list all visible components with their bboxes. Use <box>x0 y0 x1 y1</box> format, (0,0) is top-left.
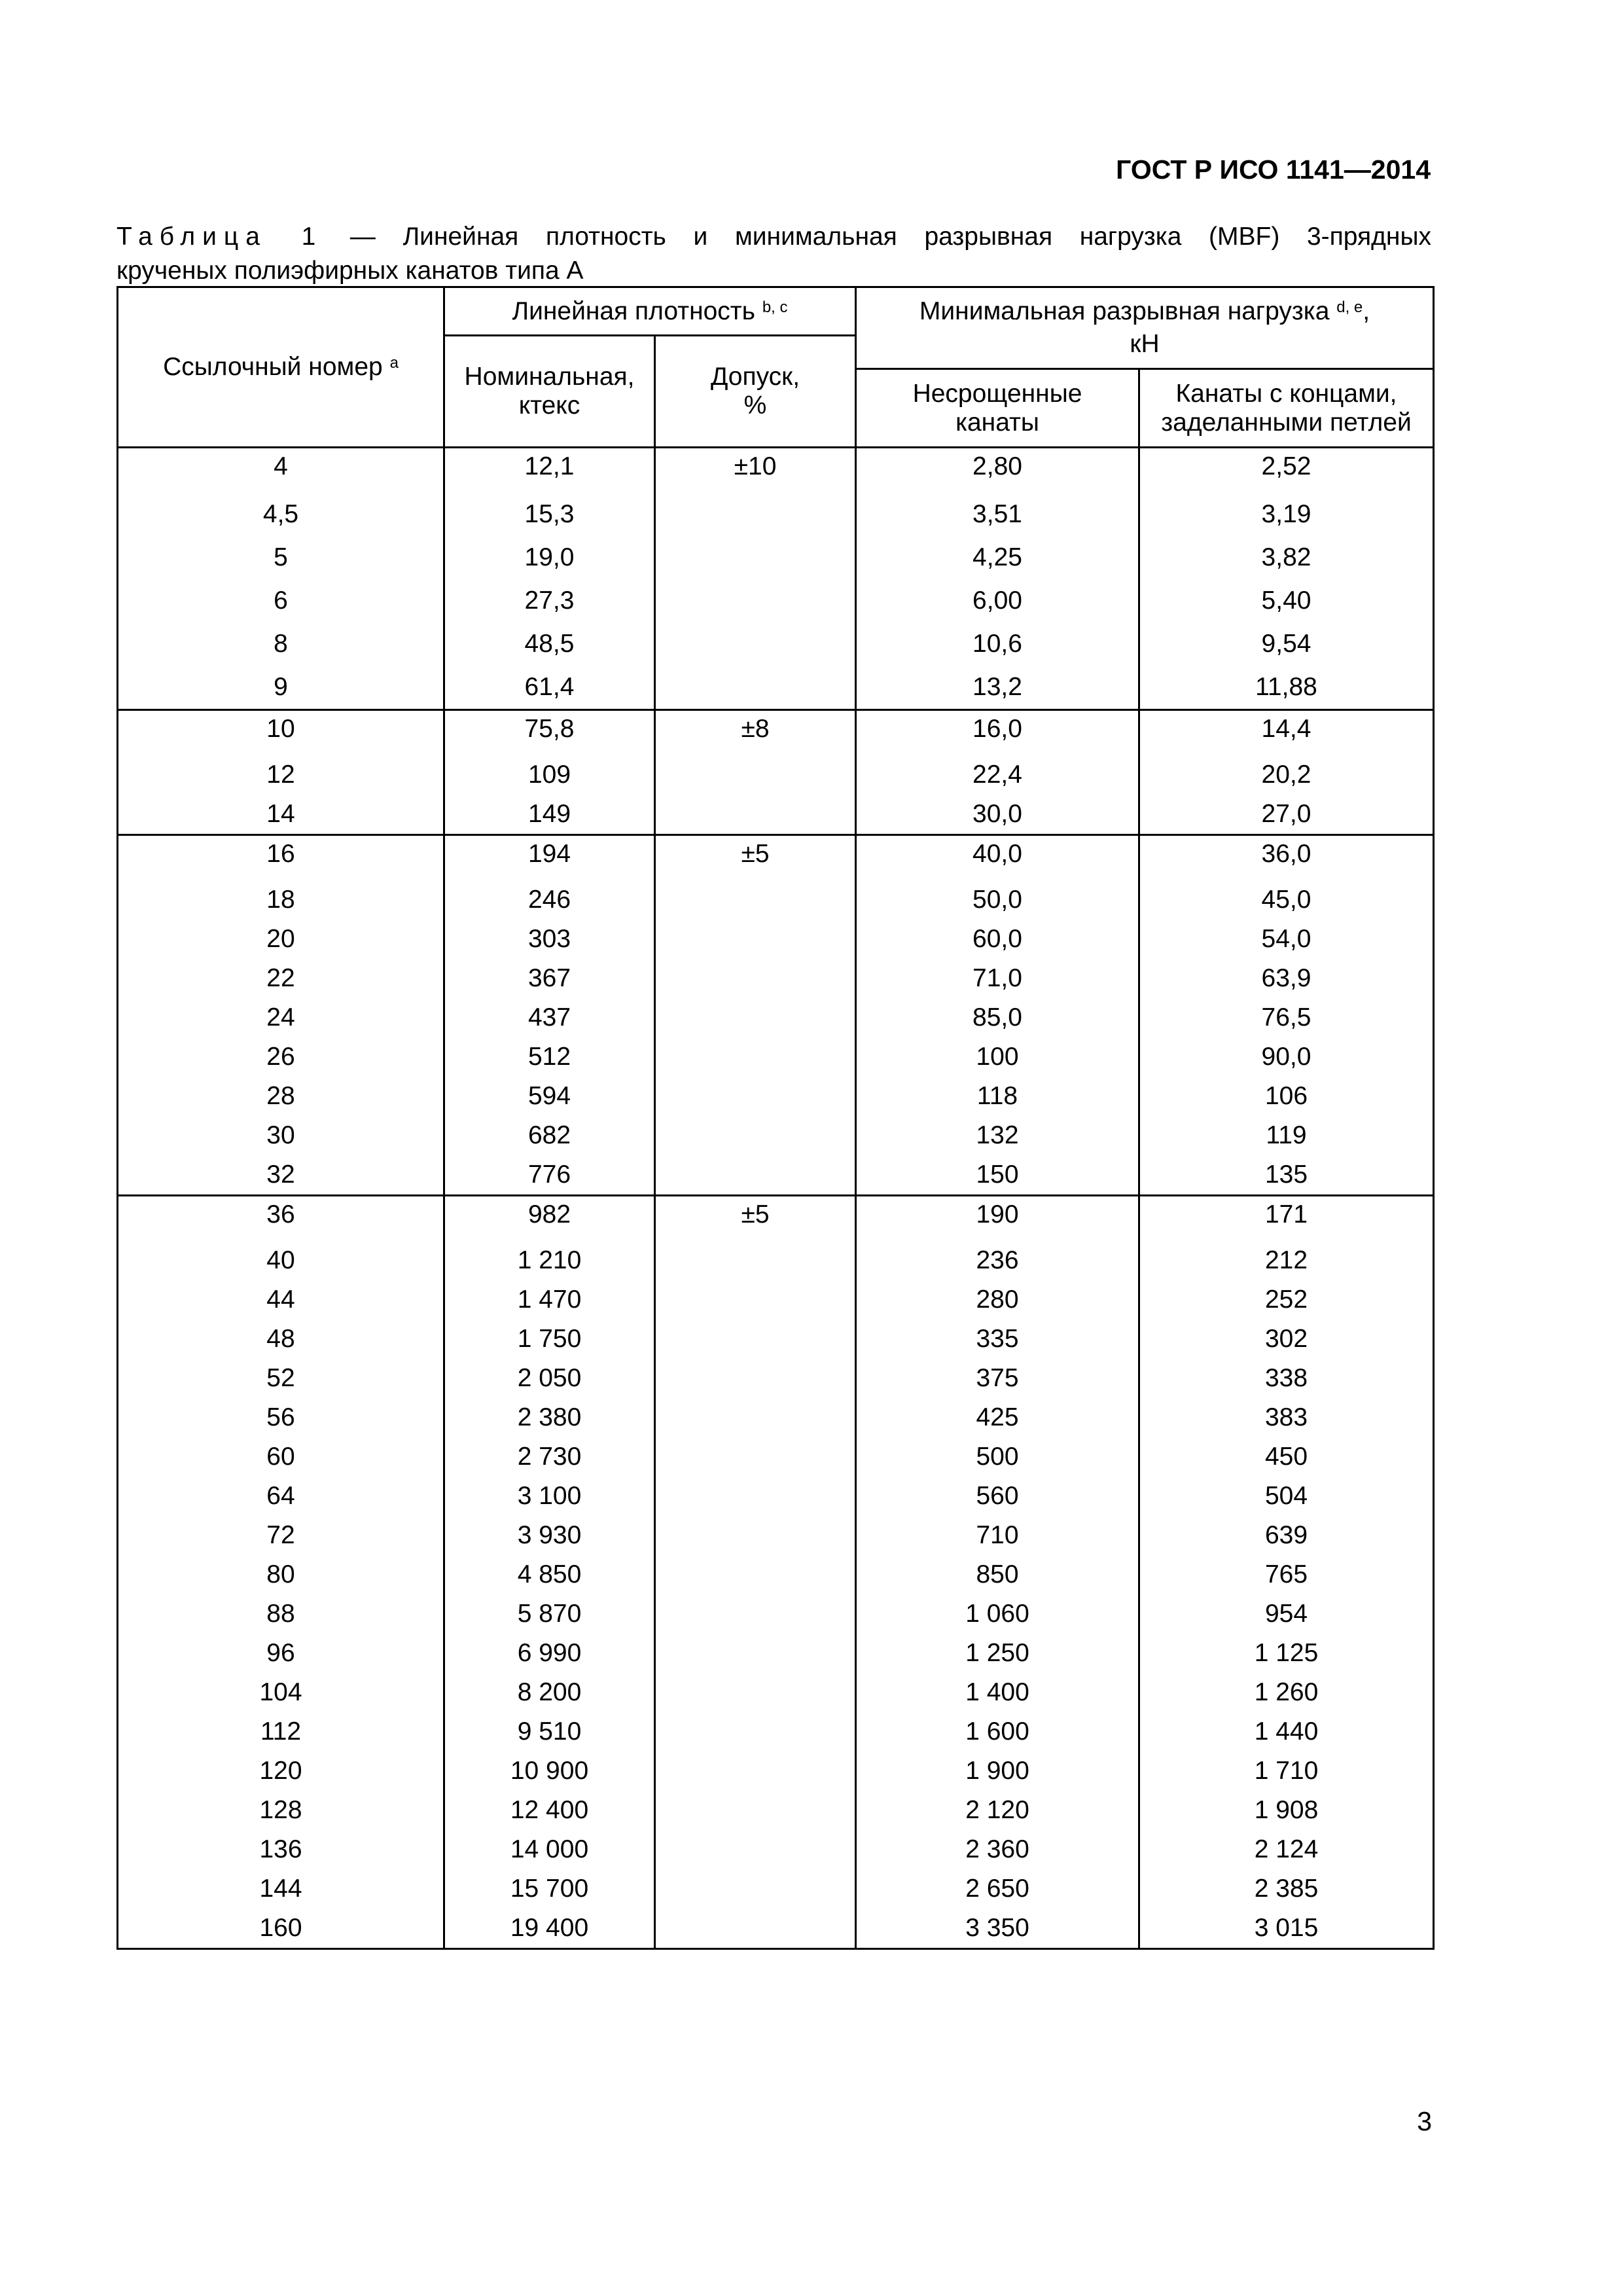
nominal-density-cell: 75,8 <box>444 710 655 756</box>
caption-text-line2: крученых полиэфирных канатов типа А <box>116 257 584 285</box>
header-linear-density: Линейная плотность $^{b, c}$ <box>444 287 856 336</box>
mbf-unspliced-cell: 1 600 <box>856 1712 1139 1751</box>
tolerance-cell: ±5 <box>655 835 856 1196</box>
nominal-density-cell: 246 <box>444 880 655 920</box>
ref-number-cell: 28 <box>118 1077 444 1116</box>
ref-number-cell: 22 <box>118 959 444 998</box>
mbf-looped-cell: 27,0 <box>1139 795 1434 835</box>
nominal-density-cell: 367 <box>444 959 655 998</box>
mbf-unspliced-cell: 2 360 <box>856 1830 1139 1869</box>
mbf-looped-cell: 954 <box>1139 1594 1434 1634</box>
ref-number-cell: 20 <box>118 920 444 959</box>
mbf-unspliced-cell: 6,00 <box>856 579 1139 622</box>
mbf-unspliced-cell: 1 250 <box>856 1634 1139 1673</box>
ref-number-cell: 60 <box>118 1437 444 1477</box>
mbf-looped-cell: 1 440 <box>1139 1712 1434 1751</box>
table-body <box>118 448 1434 1949</box>
mbf-looped-cell: 450 <box>1139 1437 1434 1477</box>
nominal-density-cell: 2 730 <box>444 1437 655 1477</box>
mbf-unspliced-cell: 30,0 <box>856 795 1139 835</box>
nominal-density-cell: 8 200 <box>444 1673 655 1712</box>
mbf-unspliced-cell: 190 <box>856 1196 1139 1242</box>
mbf-unspliced-cell: 132 <box>856 1116 1139 1155</box>
tolerance-cell: ±5 <box>655 1196 856 1949</box>
mbf-looped-cell: 9,54 <box>1139 622 1434 666</box>
ref-number-cell: 128 <box>118 1791 444 1830</box>
mbf-unspliced-cell: 150 <box>856 1155 1139 1196</box>
ref-number-cell: 56 <box>118 1398 444 1437</box>
mbf-looped-cell: 212 <box>1139 1241 1434 1280</box>
ref-number-cell: 88 <box>118 1594 444 1634</box>
mbf-unspliced-cell: 500 <box>856 1437 1139 1477</box>
mbf-unspliced-cell: 375 <box>856 1359 1139 1398</box>
ref-number-cell: 36 <box>118 1196 444 1242</box>
mbf-unspliced-cell: 236 <box>856 1241 1139 1280</box>
mbf-looped-cell: 1 125 <box>1139 1634 1434 1673</box>
ref-number-cell: 120 <box>118 1751 444 1791</box>
mbf-looped-cell: 3,82 <box>1139 536 1434 579</box>
ref-number-cell: 136 <box>118 1830 444 1869</box>
mbf-looped-cell: 252 <box>1139 1280 1434 1319</box>
ref-number-cell: 64 <box>118 1477 444 1516</box>
mbf-looped-cell: 2 385 <box>1139 1869 1434 1909</box>
table-row <box>118 448 1434 493</box>
mbf-unspliced-cell: 335 <box>856 1319 1139 1359</box>
nominal-density-cell: 27,3 <box>444 579 655 622</box>
tolerance-cell: ±8 <box>655 710 856 835</box>
nominal-density-cell: 9 510 <box>444 1712 655 1751</box>
ref-number-cell: 44 <box>118 1280 444 1319</box>
nominal-density-cell: 682 <box>444 1116 655 1155</box>
mbf-unspliced-cell: 85,0 <box>856 998 1139 1037</box>
mbf-unspliced-cell: 71,0 <box>856 959 1139 998</box>
table-row <box>118 835 1434 881</box>
mbf-looped-cell: 639 <box>1139 1516 1434 1555</box>
mbf-unspliced-cell: 2,80 <box>856 448 1139 493</box>
ref-number-cell: 5 <box>118 536 444 579</box>
ref-number-cell: 72 <box>118 1516 444 1555</box>
nominal-density-cell: 4 850 <box>444 1555 655 1594</box>
table-row <box>118 1196 1434 1242</box>
nominal-density-cell: 15,3 <box>444 493 655 536</box>
nominal-density-cell: 594 <box>444 1077 655 1116</box>
ref-number-cell: 30 <box>118 1116 444 1155</box>
nominal-density-cell: 5 870 <box>444 1594 655 1634</box>
mbf-looped-cell: 504 <box>1139 1477 1434 1516</box>
nominal-density-cell: 982 <box>444 1196 655 1242</box>
nominal-density-cell: 61,4 <box>444 666 655 710</box>
mbf-looped-cell: 1 260 <box>1139 1673 1434 1712</box>
nominal-density-cell: 3 930 <box>444 1516 655 1555</box>
nominal-density-cell: 2 380 <box>444 1398 655 1437</box>
mbf-unspliced-cell: 22,4 <box>856 755 1139 795</box>
mbf-unspliced-cell: 40,0 <box>856 835 1139 881</box>
mbf-unspliced-cell: 16,0 <box>856 710 1139 756</box>
header-unspliced: Несрощенные канаты <box>856 369 1139 448</box>
nominal-density-cell: 1 750 <box>444 1319 655 1359</box>
nominal-density-cell: 149 <box>444 795 655 835</box>
mbf-unspliced-cell: 4,25 <box>856 536 1139 579</box>
ref-number-cell: 10 <box>118 710 444 756</box>
mbf-looped-cell: 1 908 <box>1139 1791 1434 1830</box>
nominal-density-cell: 19,0 <box>444 536 655 579</box>
mbf-unspliced-cell: 50,0 <box>856 880 1139 920</box>
mbf-looped-cell: 1 710 <box>1139 1751 1434 1791</box>
mbf-looped-cell: 5,40 <box>1139 579 1434 622</box>
nominal-density-cell: 2 050 <box>444 1359 655 1398</box>
ref-number-cell: 16 <box>118 835 444 881</box>
ref-number-cell: 104 <box>118 1673 444 1712</box>
ref-number-cell: 96 <box>118 1634 444 1673</box>
ref-number-cell: 18 <box>118 880 444 920</box>
ref-number-cell: 48 <box>118 1319 444 1359</box>
mbf-unspliced-cell: 60,0 <box>856 920 1139 959</box>
mbf-looped-cell: 11,88 <box>1139 666 1434 710</box>
ref-number-cell: 9 <box>118 666 444 710</box>
mbf-looped-cell: 45,0 <box>1139 880 1434 920</box>
nominal-density-cell: 776 <box>444 1155 655 1196</box>
mbf-looped-cell: 20,2 <box>1139 755 1434 795</box>
nominal-density-cell: 14 000 <box>444 1830 655 1869</box>
caption-text-line1: — Линейная плотность и минимальная разрывная нагрузка (MBF) 3-прядных <box>323 223 1431 251</box>
nominal-density-cell: 48,5 <box>444 622 655 666</box>
mbf-unspliced-cell: 1 900 <box>856 1751 1139 1791</box>
mbf-looped-cell: 119 <box>1139 1116 1434 1155</box>
mbf-looped-cell: 135 <box>1139 1155 1434 1196</box>
nominal-density-cell: 12,1 <box>444 448 655 493</box>
ref-number-cell: 52 <box>118 1359 444 1398</box>
mbf-looped-cell: 302 <box>1139 1319 1434 1359</box>
ref-number-cell: 112 <box>118 1712 444 1751</box>
nominal-density-cell: 6 990 <box>444 1634 655 1673</box>
nominal-density-cell: 437 <box>444 998 655 1037</box>
mbf-looped-cell: 36,0 <box>1139 835 1434 881</box>
mbf-looped-cell: 14,4 <box>1139 710 1434 756</box>
mbf-unspliced-cell: 1 400 <box>856 1673 1139 1712</box>
ref-number-cell: 14 <box>118 795 444 835</box>
nominal-density-cell: 3 100 <box>444 1477 655 1516</box>
ref-number-cell: 8 <box>118 622 444 666</box>
mbf-unspliced-cell: 2 120 <box>856 1791 1139 1830</box>
nominal-density-cell: 15 700 <box>444 1869 655 1909</box>
mbf-unspliced-cell: 13,2 <box>856 666 1139 710</box>
ref-number-cell: 24 <box>118 998 444 1037</box>
ref-number-cell: 12 <box>118 755 444 795</box>
mbf-unspliced-cell: 425 <box>856 1398 1139 1437</box>
mbf-unspliced-cell: 560 <box>856 1477 1139 1516</box>
mbf-looped-cell: 90,0 <box>1139 1037 1434 1077</box>
ref-number-cell: 32 <box>118 1155 444 1196</box>
ref-number-cell: 6 <box>118 579 444 622</box>
nominal-density-cell: 19 400 <box>444 1909 655 1949</box>
ref-number-cell: 40 <box>118 1241 444 1280</box>
nominal-density-cell: 194 <box>444 835 655 881</box>
mbf-looped-cell: 2,52 <box>1139 448 1434 493</box>
mbf-looped-cell: 338 <box>1139 1359 1434 1398</box>
ref-number-cell: 160 <box>118 1909 444 1949</box>
mbf-unspliced-cell: 118 <box>856 1077 1139 1116</box>
nominal-density-cell: 1 210 <box>444 1241 655 1280</box>
data-table <box>116 286 1435 1950</box>
mbf-unspliced-cell: 850 <box>856 1555 1139 1594</box>
mbf-unspliced-cell: 2 650 <box>856 1869 1139 1909</box>
header-ref-number: Ссылочный номер $^a$ <box>118 287 444 448</box>
mbf-unspliced-cell: 3,51 <box>856 493 1139 536</box>
mbf-unspliced-cell: 10,6 <box>856 622 1139 666</box>
nominal-density-cell: 303 <box>444 920 655 959</box>
mbf-looped-cell: 765 <box>1139 1555 1434 1594</box>
nominal-density-cell: 10 900 <box>444 1751 655 1791</box>
nominal-density-cell: 109 <box>444 755 655 795</box>
ref-number-cell: 4 <box>118 448 444 493</box>
page-number: 3 <box>1417 2106 1432 2136</box>
mbf-unspliced-cell: 280 <box>856 1280 1139 1319</box>
mbf-looped-cell: 383 <box>1139 1398 1434 1437</box>
ref-number-cell: 26 <box>118 1037 444 1077</box>
mbf-looped-cell: 63,9 <box>1139 959 1434 998</box>
tolerance-cell: ±10 <box>655 448 856 710</box>
mbf-looped-cell: 3 015 <box>1139 1909 1434 1949</box>
table-caption <box>116 220 1431 288</box>
mbf-unspliced-cell: 3 350 <box>856 1909 1139 1949</box>
header-looped: Канаты с концами, заделанными петлей <box>1139 369 1434 448</box>
mbf-looped-cell: 106 <box>1139 1077 1434 1116</box>
header-nominal: Номинальная, ктекс <box>444 336 655 448</box>
mbf-looped-cell: 54,0 <box>1139 920 1434 959</box>
table-row <box>118 710 1434 756</box>
caption-label: Таблица 1 <box>116 223 323 251</box>
mbf-unspliced-cell: 1 060 <box>856 1594 1139 1634</box>
ref-number-cell: 144 <box>118 1869 444 1909</box>
nominal-density-cell: 512 <box>444 1037 655 1077</box>
mbf-unspliced-cell: 710 <box>856 1516 1139 1555</box>
document-id: ГОСТ Р ИСО 1141—2014 <box>1116 154 1431 185</box>
mbf-looped-cell: 3,19 <box>1139 493 1434 536</box>
mbf-looped-cell: 2 124 <box>1139 1830 1434 1869</box>
ref-number-cell: 80 <box>118 1555 444 1594</box>
ref-number-cell: 4,5 <box>118 493 444 536</box>
header-tolerance: Допуск, % <box>655 336 856 448</box>
mbf-looped-cell: 171 <box>1139 1196 1434 1242</box>
mbf-unspliced-cell: 100 <box>856 1037 1139 1077</box>
header-mbf: Минимальная разрывная нагрузка $^{d, e}$, кН <box>856 287 1434 369</box>
nominal-density-cell: 12 400 <box>444 1791 655 1830</box>
mbf-looped-cell: 76,5 <box>1139 998 1434 1037</box>
nominal-density-cell: 1 470 <box>444 1280 655 1319</box>
